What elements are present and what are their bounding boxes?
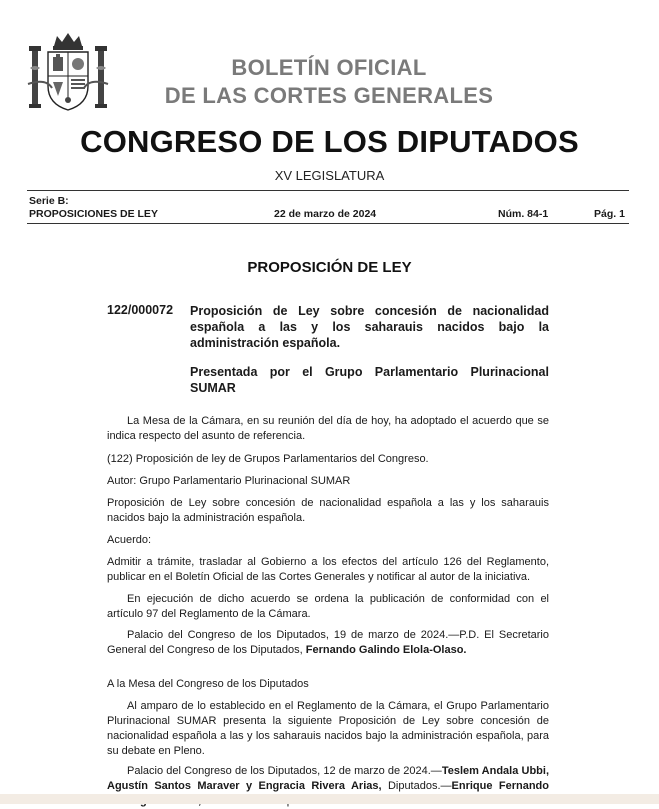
header-bottom-rule xyxy=(27,223,629,224)
coat-of-arms-emblem xyxy=(26,28,110,116)
paragraph-author: Autor: Grupo Parlamentario Plurinacional SUMAR xyxy=(107,475,351,487)
proposal-title: Proposición de Ley sobre concesión de nacionalidad española a las y los saharauis nacidos bajo la administración española. xyxy=(190,304,549,350)
paragraph-execution: En ejecución de dicho acuerdo se ordena la publicación de conformidad con el artículo 97 del Reglamento de la Cámara. xyxy=(107,593,549,620)
paragraph-presentation: Al amparo de lo establecido en el Reglamento de la Cámara, el Grupo Parlamentario Plurinacional SUMAR presenta la siguiente Proposición de Ley sobre concesión de nacionalidad española a las y los saharauis nacidos bajo la administración española, para su debate en Pleno. xyxy=(107,700,549,757)
palacio-text: Palacio del Congreso de los Diputados, 19 de marzo de 2024.—P.D. El Secretario General del Congreso de los Diputados, xyxy=(107,629,549,656)
page-bottom-strip xyxy=(0,794,659,804)
signatories-names: Teslem Andala Ubbi, Agustín Santos Maraver y Engracia Rivera Arias, xyxy=(107,765,549,792)
legislature-label: XV LEGISLATURA xyxy=(274,168,385,183)
signatories-date: Palacio del Congreso de los Diputados, 12 de marzo de 2024.— xyxy=(127,765,442,777)
presented-by: Presentada por el Grupo Parlamentario Plurinacional SUMAR xyxy=(190,365,549,395)
page-number: Pág. 1 xyxy=(594,208,625,220)
publication-date: 22 de marzo de 2024 xyxy=(274,208,377,220)
paragraph-mesa-agreement: La Mesa de la Cámara, en su reunión del día de hoy, ha adoptado el acuerdo que se indica respecto del asunto de referencia. xyxy=(107,415,549,442)
document-heading: PROPOSICIÓN DE LEY xyxy=(247,259,412,276)
chamber-title: CONGRESO DE LOS DIPUTADOS xyxy=(80,124,579,159)
serie-block xyxy=(29,195,158,221)
paragraph-palacio-signature xyxy=(107,628,549,658)
paragraph-acuerdo-text: Admitir a trámite, trasladar al Gobierno a los efectos del artículo 126 del Reglamento, publicar en el Boletín Oficial de las Cortes Generales y notificar al autor de la iniciativa. xyxy=(107,556,549,583)
paragraph-type: (122) Proposición de ley de Grupos Parlamentarios del Congreso. xyxy=(107,453,429,465)
serie-label: Serie B: xyxy=(29,195,69,207)
spokesperson-name: Enrique Fernando xyxy=(451,780,549,792)
publication-title-line2: DE LAS CORTES GENERALES xyxy=(164,83,494,108)
header-top-rule xyxy=(27,190,629,191)
expediente-number: 122/000072 xyxy=(107,303,174,317)
serie-name: PROPOSICIONES DE LEY xyxy=(29,208,158,220)
paragraph-addressee: A la Mesa del Congreso de los Diputados xyxy=(107,678,309,690)
paragraph-subject: Proposición de Ley sobre concesión de nacionalidad española a las y los saharauis nacidos bajo la administración española. xyxy=(107,497,549,524)
secretary-name: Fernando Galindo Elola-Olaso. xyxy=(305,644,467,656)
paragraph-acuerdo-label: Acuerdo: xyxy=(107,534,152,546)
publication-title-line1: BOLETÍN OFICIAL xyxy=(231,55,427,80)
issue-number: Núm. 84-1 xyxy=(498,208,549,220)
signatories-role: Diputados.— xyxy=(381,780,452,792)
